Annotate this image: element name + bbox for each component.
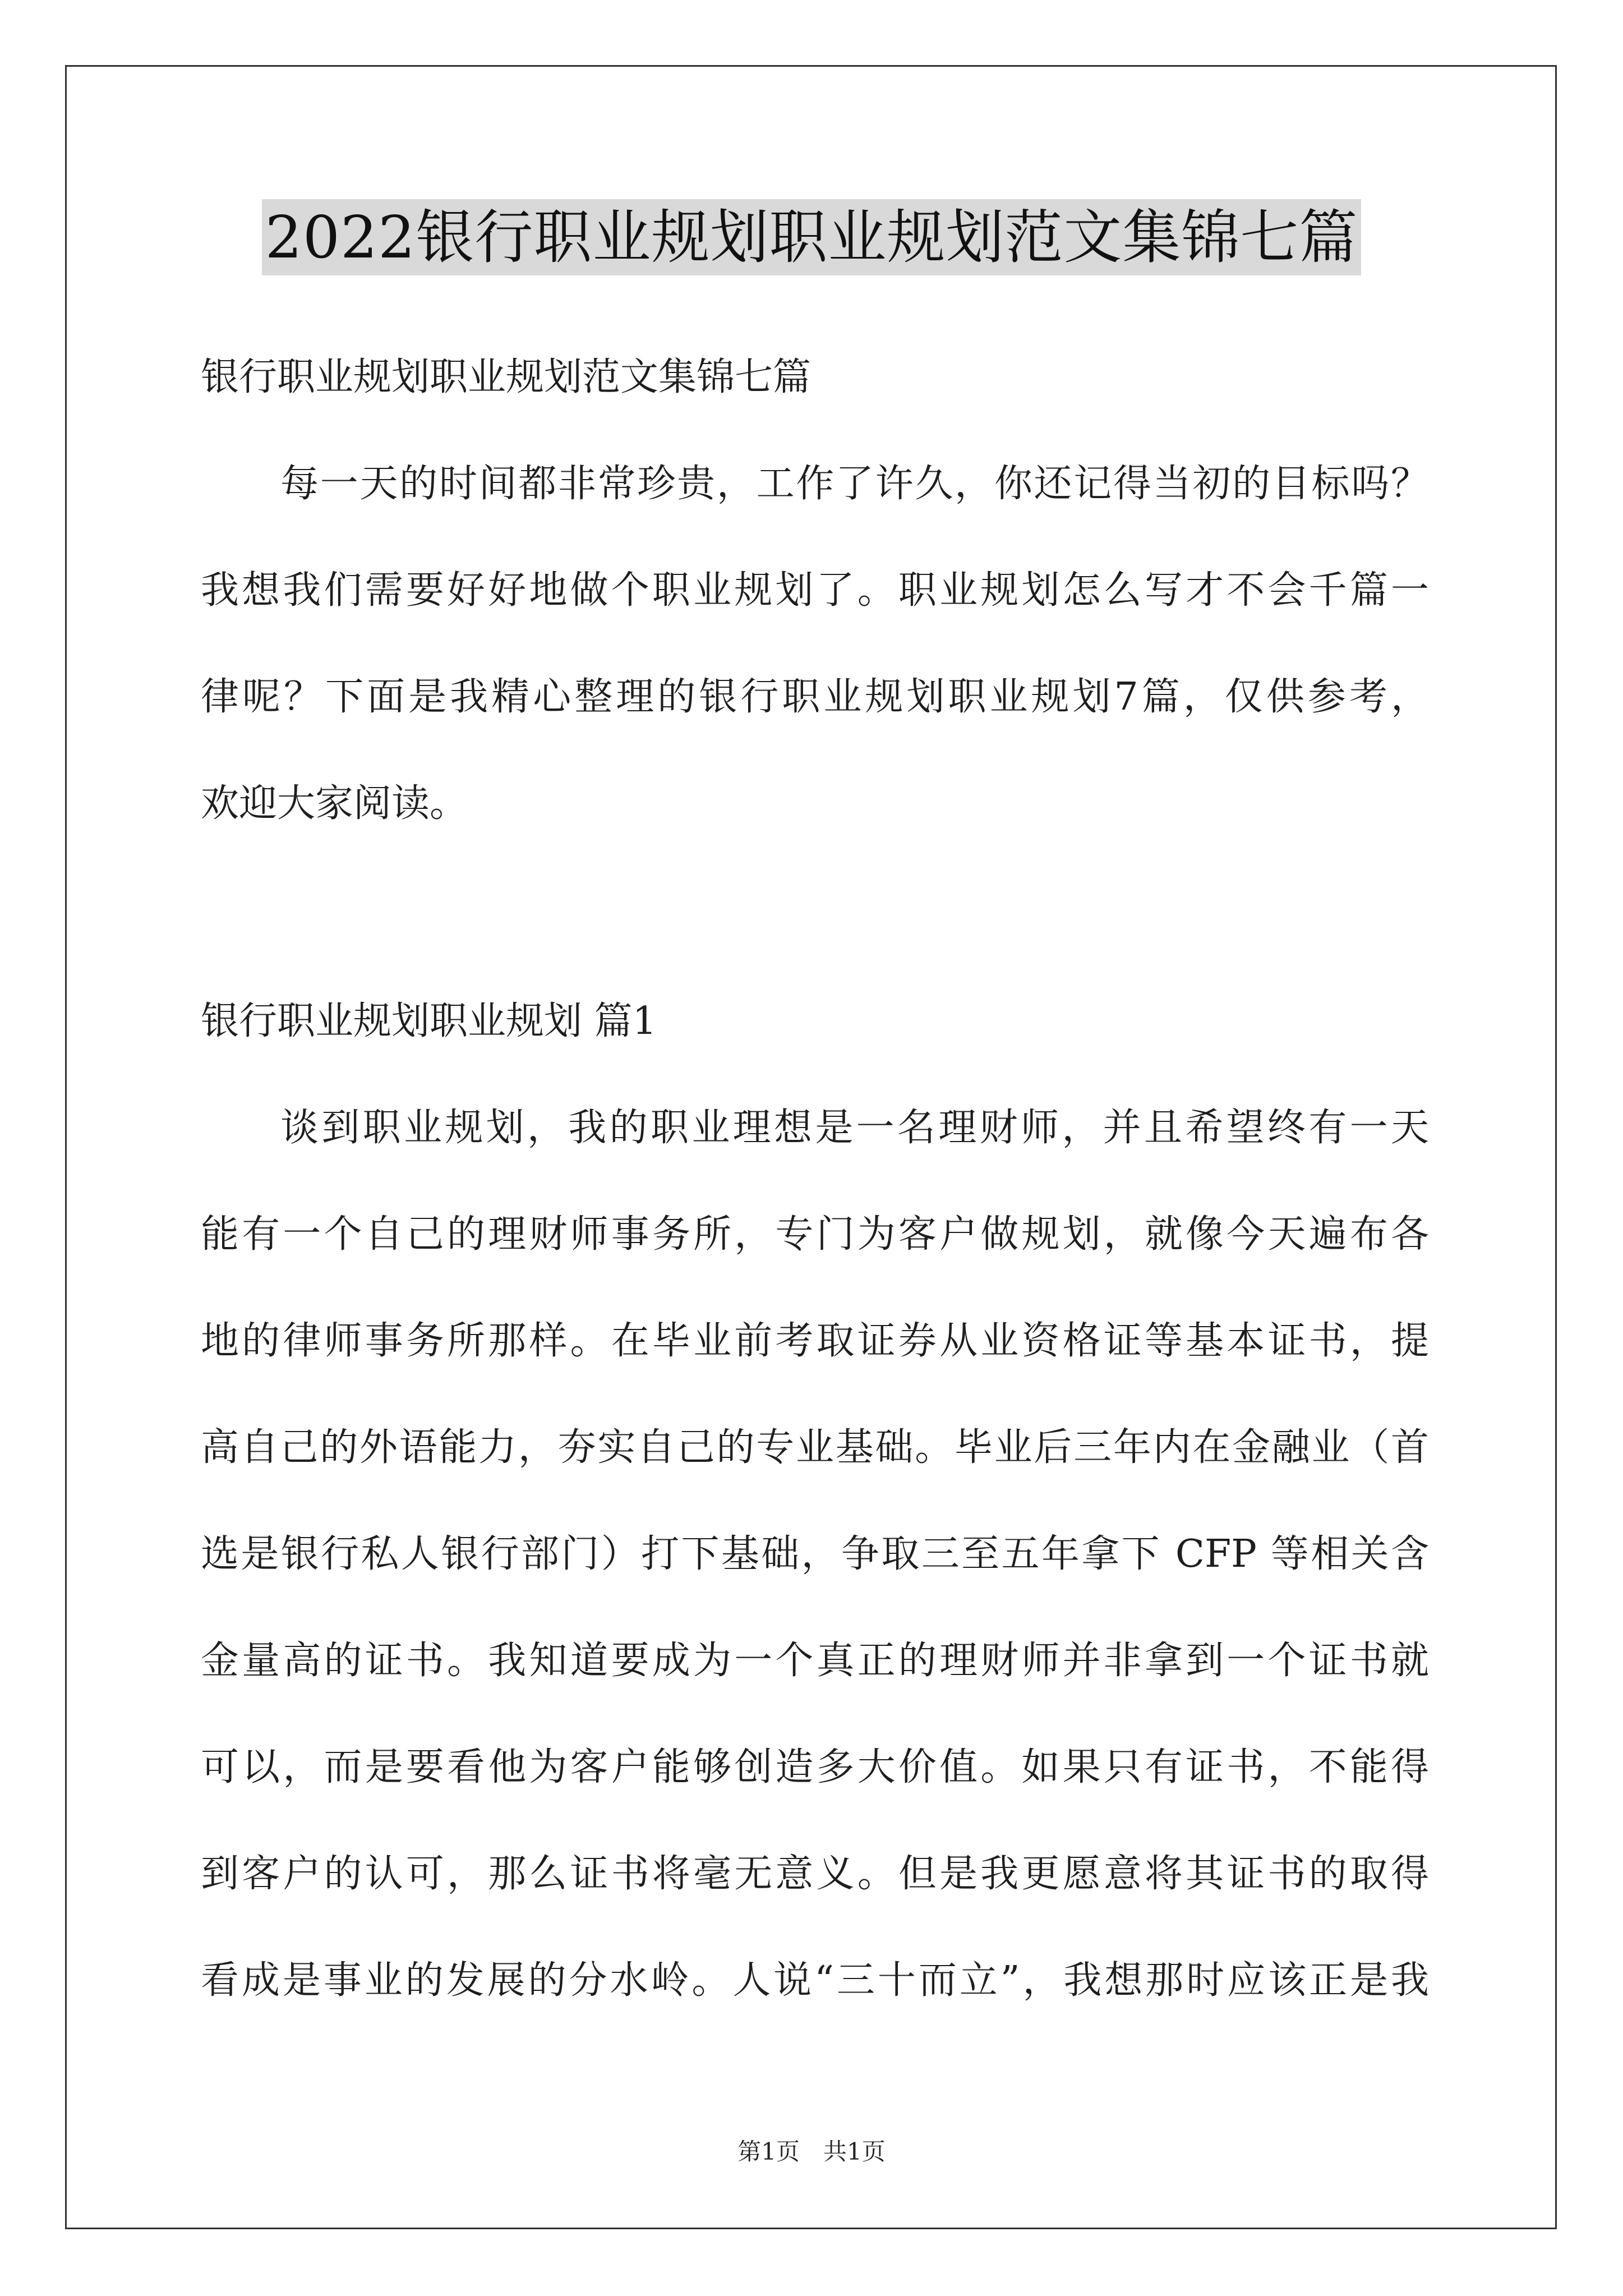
section-line-1: 谈到职业规划，我的职业理想是一名理财师，并且希望终有一天 [280,1106,1429,1150]
document-title: 2022银行职业规划职业规划范文集锦七篇 [262,199,1362,275]
section-line-9: 看成是事业的发展的分水岭。人说“三十而立”，我想那时应该正是我 [201,1958,1429,2003]
section-line-8: 到客户的认可，那么证书将毫无意义。但是我更愿意将其证书的取得 [201,1852,1429,1896]
section-line-4: 高自己的外语能力，夯实自己的专业基础。毕业后三年内在金融业（首 [201,1425,1429,1470]
section-line-5: 选是银行私人银行部门）打下基础，争取三至五年拿下 CFP 等相关含 [201,1532,1429,1576]
intro-line-3: 律呢？下面是我精心整理的银行职业规划职业规划7篇，仅供参考， [201,675,1429,719]
intro-line-4: 欢迎大家阅读。 [201,781,468,826]
title-container [0,199,1623,275]
intro-line-1: 每一天的时间都非常珍贵，工作了许久，你还记得当初的目标吗？ [280,462,1429,506]
document-subtitle: 银行职业规划职业规划范文集锦七篇 [201,355,811,399]
intro-line-2: 我想我们需要好好地做个职业规划了。职业规划怎么写才不会千篇一 [201,568,1429,613]
section-line-7: 可以，而是要看他为客户能够创造多大价值。如果只有证书，不能得 [201,1745,1429,1789]
section-line-2: 能有一个自己的理财师事务所，专门为客户做规划，就像今天遍布各 [201,1212,1429,1257]
section-line-3: 地的律师事务所那样。在毕业前考取证券从业资格证等基本证书，提 [201,1319,1429,1363]
section-line-6: 金量高的证书。我知道要成为一个真正的理财师并非拿到一个证书就 [201,1639,1429,1683]
page-footer: 第1页 共1页 [737,2138,886,2165]
section-heading: 银行职业规划职业规划 篇1 [201,999,657,1043]
